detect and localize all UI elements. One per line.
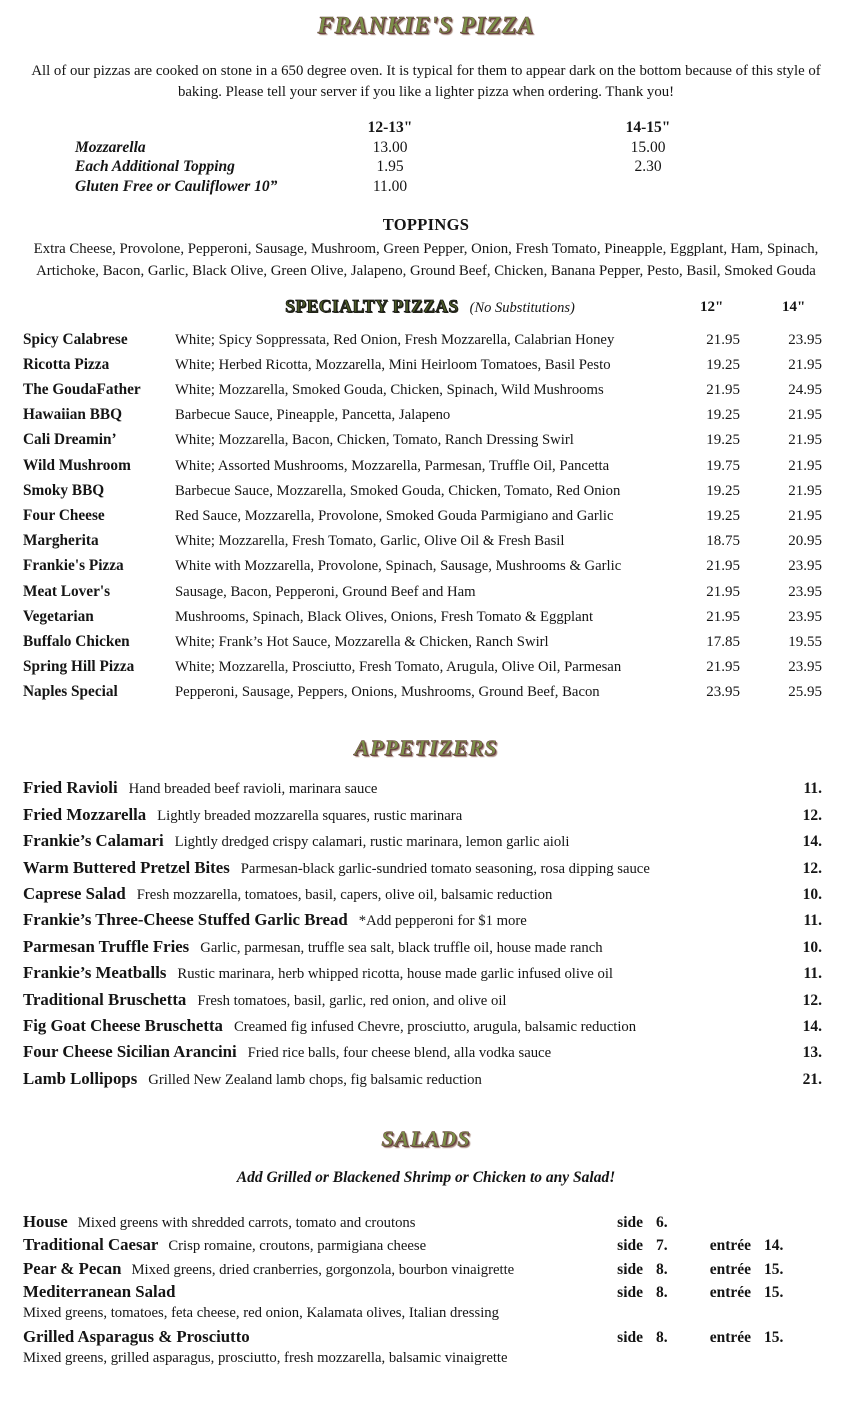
pizza-price-14: 21.95 (788, 482, 822, 499)
appetizer-description: *Add pepperoni for $1 more (358, 913, 527, 930)
side-price: 8. (656, 1284, 668, 1302)
appetizer-description: Lightly dredged crispy calamari, rustic marinara, lemon garlic aioli (174, 834, 570, 851)
pizza-price-12: 21.95 (706, 382, 740, 399)
pizza-description: Pepperoni, Sausage, Peppers, Onions, Mushrooms, Ground Beef, Bacon (175, 684, 600, 701)
appetizer-description: Fried rice balls, four cheese blend, alla vodka sauce (247, 1045, 552, 1062)
appetizer-description: Creamed fig infused Chevre, prosciutto, arugula, balsamic reduction (233, 1018, 637, 1035)
pizza-name: Four Cheese (23, 506, 105, 524)
appetizer-price: 11. (803, 965, 822, 983)
appetizer-description: Rustic marinara, herb whipped ricotta, house made garlic infused olive oil (177, 966, 614, 983)
pizza-price-12: 19.25 (706, 507, 740, 524)
pizza-name: Meat Lover's (23, 582, 111, 600)
toppings-heading: TOPPINGS (382, 215, 470, 235)
specialty-pizza-row (23, 356, 822, 381)
pizza-price-14: 23.95 (788, 583, 822, 600)
salad-name: Traditional Caesar (23, 1235, 159, 1255)
pricing-size-header-small: 12-13" (367, 118, 413, 136)
appetizer-row (23, 831, 822, 857)
pricing-size-header-large: 14-15" (625, 118, 671, 136)
specialty-heading-group (4, 296, 852, 317)
pizza-price-14: 21.95 (788, 407, 822, 424)
pizza-price-12: 19.25 (706, 407, 740, 424)
pizza-price-12: 17.85 (706, 633, 740, 650)
salad-row (23, 1212, 800, 1235)
entree-price: 15. (764, 1328, 784, 1346)
appetizer-name: Fried Mozzarella (23, 804, 147, 824)
pizza-name: Buffalo Chicken (23, 632, 130, 650)
pizza-name: Smoky BBQ (23, 481, 105, 499)
salad-description: Mixed greens, grilled asparagus, prosciutto, fresh mozzarella, balsamic vinaigrette (23, 1350, 508, 1367)
pizza-description: Sausage, Bacon, Pepperoni, Ground Beef and Ham (175, 583, 476, 600)
salad-row (23, 1235, 800, 1258)
specialty-col-12-header: 12" (700, 298, 724, 315)
appetizer-name: Parmesan Truffle Fries (23, 936, 190, 956)
pizza-price-14: 21.95 (788, 356, 822, 373)
specialty-pizzas-header (0, 296, 852, 322)
salad-name: House (23, 1212, 68, 1232)
side-price: 8. (656, 1260, 668, 1278)
pizza-price-12: 19.25 (706, 482, 740, 499)
pricing-row-label: Gluten Free or Cauliflower 10” (75, 177, 278, 195)
appetizer-description: Hand breaded beef ravioli, marinara sauce (128, 781, 378, 798)
appetizer-name: Lamb Lollipops (23, 1068, 138, 1088)
appetizer-price: 12. (802, 806, 822, 824)
specialty-pizza-row (23, 633, 822, 658)
appetizer-row (23, 805, 822, 831)
appetizer-description: Garlic, parmesan, truffle sea salt, black truffle oil, house made ranch (200, 939, 603, 956)
appetizer-row (23, 1069, 822, 1095)
pizza-name: Ricotta Pizza (23, 355, 110, 373)
appetizer-description: Fresh tomatoes, basil, garlic, red onion, and olive oil (197, 992, 507, 1009)
specialty-pizzas-list (0, 331, 852, 709)
pizza-name: Spring Hill Pizza (23, 658, 135, 676)
appetizer-name: Frankie’s Three-Cheese Stuffed Garlic Bread (23, 910, 348, 930)
salad-prices (605, 1329, 800, 1347)
pizza-price-14: 21.95 (788, 507, 822, 524)
salad-description: Mixed greens, dried cranberries, gorgonzola, bourbon vinaigrette (131, 1261, 515, 1278)
pizza-name: Wild Mushroom (23, 456, 131, 474)
page-title: FRANKIE'S PIZZA (317, 13, 535, 39)
salad-prices (605, 1214, 800, 1232)
pizza-name: Naples Special (23, 683, 118, 701)
appetizer-name: Caprese Salad (23, 884, 126, 904)
appetizer-row (23, 910, 822, 936)
appetizer-name: Traditional Bruschetta (23, 989, 187, 1009)
appetizer-row (23, 884, 822, 910)
pizza-description: Red Sauce, Mozzarella, Provolone, Smoked Gouda Parmigiano and Garlic (175, 507, 614, 524)
pizza-name: Cali Dreamin’ (23, 431, 117, 449)
salad-addon-note: Add Grilled or Blackened Shrimp or Chicken to any Salad! (236, 1169, 616, 1187)
specialty-pizza-row (23, 683, 822, 708)
salad-name: Grilled Asparagus & Prosciutto (23, 1326, 250, 1346)
specialty-pizza-row (23, 406, 822, 431)
salads-list (0, 1212, 852, 1371)
entree-label: entrée (709, 1284, 751, 1302)
pizza-pricing-table (75, 118, 852, 196)
entree-price: 15. (764, 1260, 784, 1278)
entree-price: 14. (764, 1237, 784, 1255)
appetizer-description: Fresh mozzarella, tomatoes, basil, capers, olive oil, balsamic reduction (136, 887, 553, 904)
pizza-description: Mushrooms, Spinach, Black Olives, Onions, Fresh Tomato & Eggplant (175, 608, 594, 625)
appetizer-description: Grilled New Zealand lamb chops, fig balsamic reduction (148, 1071, 482, 1088)
pizza-description: Barbecue Sauce, Pineapple, Pancetta, Jalapeno (175, 407, 451, 424)
salad-description: Crisp romaine, croutons, parmigiana cheese (168, 1238, 427, 1255)
side-price: 8. (656, 1328, 668, 1346)
appetizer-name: Fig Goat Cheese Bruschetta (23, 1015, 223, 1035)
pizza-description: White; Mozzarella, Bacon, Chicken, Tomato, Ranch Dressing Swirl (175, 432, 574, 449)
pizza-price-12: 21.95 (706, 558, 740, 575)
side-label: side (617, 1214, 643, 1232)
specialty-pizza-row (23, 331, 822, 356)
toppings-list: Extra Cheese, Provolone, Pepperoni, Sausage, Mushroom, Green Pepper, Onion, Fresh Tomato, Pineapple, Eggplant, Ham, Spinach, Artichoke, Bacon, Garlic, Black Olive, Green Olive, Jalapeno, Ground Beef, Chicken, Banana Pepper, Pesto, Basil, Smoked Gouda (33, 241, 819, 280)
pizza-price-14: 20.95 (788, 533, 822, 550)
appetizer-description: Lightly breaded mozzarella squares, rustic marinara (157, 807, 463, 824)
appetizers-list (0, 778, 852, 1095)
appetizer-price: 11. (803, 912, 822, 930)
pricing-row-label: Mozzarella (75, 138, 146, 156)
pizza-price-14: 21.95 (788, 432, 822, 449)
pizza-price-14: 21.95 (788, 457, 822, 474)
specialty-pizza-row (23, 431, 822, 456)
specialty-pizza-row (23, 608, 822, 633)
pricing-row-price-small: 1.95 (376, 158, 404, 176)
pizza-price-14: 25.95 (788, 684, 822, 701)
side-label: side (617, 1284, 643, 1302)
appetizer-row (23, 990, 822, 1016)
salads-heading: SALADS (381, 1126, 471, 1152)
pizza-price-14: 24.95 (788, 382, 822, 399)
appetizer-name: Four Cheese Sicilian Arancini (23, 1042, 237, 1062)
salad-prices (605, 1237, 800, 1255)
pizza-price-12: 21.95 (706, 659, 740, 676)
specialty-pizza-row (23, 658, 822, 683)
side-price: 6. (656, 1214, 668, 1232)
intro-paragraph: All of our pizzas are cooked on stone in a 650 degree oven. It is typical for them to appear dark on the bottom because of this style of baking. Please tell your server if you like a lighter pizza when ordering. Thank you! (31, 63, 821, 101)
pricing-row-price-small: 13.00 (372, 138, 408, 156)
pizza-price-12: 18.75 (706, 533, 740, 550)
appetizer-row (23, 778, 822, 804)
salad-description: Mixed greens, tomatoes, feta cheese, red onion, Kalamata olives, Italian dressing (23, 1305, 499, 1322)
pizza-description: White; Spicy Soppressata, Red Onion, Fresh Mozzarella, Calabrian Honey (175, 331, 615, 348)
pizza-price-14: 19.55 (788, 633, 822, 650)
side-label: side (617, 1328, 643, 1346)
pizza-name: The GoudaFather (23, 381, 141, 399)
pizza-description: White with Mozzarella, Provolone, Spinach, Sausage, Mushrooms & Garlic (175, 558, 622, 575)
entree-label: entrée (709, 1328, 751, 1346)
appetizer-description: Parmesan-black garlic-sundried tomato seasoning, rosa dipping sauce (240, 860, 650, 877)
entree-label: entrée (709, 1237, 751, 1255)
pizza-name: Spicy Calabrese (23, 330, 128, 348)
appetizer-price: 12. (802, 859, 822, 877)
pizza-description: Barbecue Sauce, Mozzarella, Smoked Gouda, Chicken, Tomato, Red Onion (175, 482, 621, 499)
pizza-name: Frankie's Pizza (23, 557, 124, 575)
appetizer-row (23, 1042, 822, 1068)
appetizer-price: 14. (802, 1017, 822, 1035)
specialty-pizzas-heading: SPECIALTY PIZZAS (285, 295, 459, 316)
pizza-price-12: 21.95 (706, 608, 740, 625)
pizza-price-14: 23.95 (788, 331, 822, 348)
appetizer-price: 10. (802, 938, 822, 956)
pizza-description: White; Mozzarella, Fresh Tomato, Garlic, Olive Oil & Fresh Basil (175, 533, 565, 550)
salad-row (23, 1259, 800, 1282)
specialty-pizza-row (23, 457, 822, 482)
salad-prices (605, 1284, 800, 1302)
pizza-description: White; Mozzarella, Smoked Gouda, Chicken, Spinach, Wild Mushrooms (175, 382, 604, 399)
appetizer-name: Fried Ravioli (23, 778, 118, 798)
specialty-col-14-header: 14" (782, 298, 806, 315)
pizza-price-12: 19.25 (706, 432, 740, 449)
appetizer-name: Frankie’s Meatballs (23, 963, 167, 983)
pizza-price-14: 23.95 (788, 558, 822, 575)
pizza-description: White; Frank’s Hot Sauce, Mozzarella & Chicken, Ranch Swirl (175, 633, 549, 650)
salad-name: Pear & Pecan (23, 1258, 122, 1278)
entree-price (751, 1214, 800, 1232)
appetizer-price: 14. (802, 833, 822, 851)
pizza-price-14: 23.95 (788, 608, 822, 625)
pizza-price-12: 19.75 (706, 457, 740, 474)
side-label: side (617, 1260, 643, 1278)
appetizer-name: Warm Buttered Pretzel Bites (23, 857, 230, 877)
pizza-price-12: 21.95 (706, 583, 740, 600)
pricing-row-price-small: 11.00 (372, 177, 408, 195)
specialty-pizza-row (23, 482, 822, 507)
pizza-price-12: 21.95 (706, 331, 740, 348)
entree-label: entrée (709, 1260, 751, 1278)
pricing-row-price-large (445, 177, 851, 197)
appetizer-row (23, 858, 822, 884)
pizza-name: Hawaiian BBQ (23, 406, 123, 424)
side-price: 7. (656, 1237, 668, 1255)
appetizer-price: 12. (802, 991, 822, 1009)
appetizer-row (23, 963, 822, 989)
specialty-pizza-row (23, 381, 822, 406)
salad-prices (605, 1261, 800, 1279)
appetizer-name: Frankie’s Calamari (23, 831, 164, 851)
pizza-name: Vegetarian (23, 607, 94, 625)
entree-label (685, 1214, 751, 1232)
pricing-row-price-large: 2.30 (634, 158, 662, 176)
appetizers-heading: APPETIZERS (354, 735, 498, 761)
salad-name: Mediterranean Salad (23, 1282, 176, 1302)
appetizer-row (23, 937, 822, 963)
appetizer-price: 11. (803, 780, 822, 798)
appetizer-row (23, 1016, 822, 1042)
appetizer-price: 21. (802, 1070, 822, 1088)
specialty-pizza-row (23, 532, 822, 557)
salad-row (23, 1282, 800, 1305)
pricing-corner-cell (75, 118, 335, 138)
pizza-description: White; Herbed Ricotta, Mozzarella, Mini Heirloom Tomatoes, Basil Pesto (175, 356, 611, 373)
side-label: side (617, 1237, 643, 1255)
pricing-row-price-large: 15.00 (630, 138, 666, 156)
specialty-pizza-row (23, 583, 822, 608)
appetizer-price: 13. (802, 1044, 822, 1062)
pizza-price-14: 23.95 (788, 659, 822, 676)
specialty-pizza-row (23, 507, 822, 532)
pizza-price-12: 23.95 (706, 684, 740, 701)
pizza-price-12: 19.25 (706, 356, 740, 373)
appetizer-price: 10. (802, 886, 822, 904)
pizza-name: Margherita (23, 532, 99, 550)
pricing-row-label: Each Additional Topping (75, 158, 235, 176)
specialty-pizza-row (23, 557, 822, 582)
entree-price: 15. (764, 1284, 784, 1302)
pizza-description: White; Mozzarella, Prosciutto, Fresh Tomato, Arugula, Olive Oil, Parmesan (175, 659, 622, 676)
no-substitutions-note: (No Substitutions) (469, 299, 575, 316)
salad-row (23, 1327, 800, 1350)
pizza-description: White; Assorted Mushrooms, Mozzarella, Parmesan, Truffle Oil, Pancetta (175, 457, 610, 474)
salad-description: Mixed greens with shredded carrots, tomato and croutons (77, 1215, 416, 1232)
